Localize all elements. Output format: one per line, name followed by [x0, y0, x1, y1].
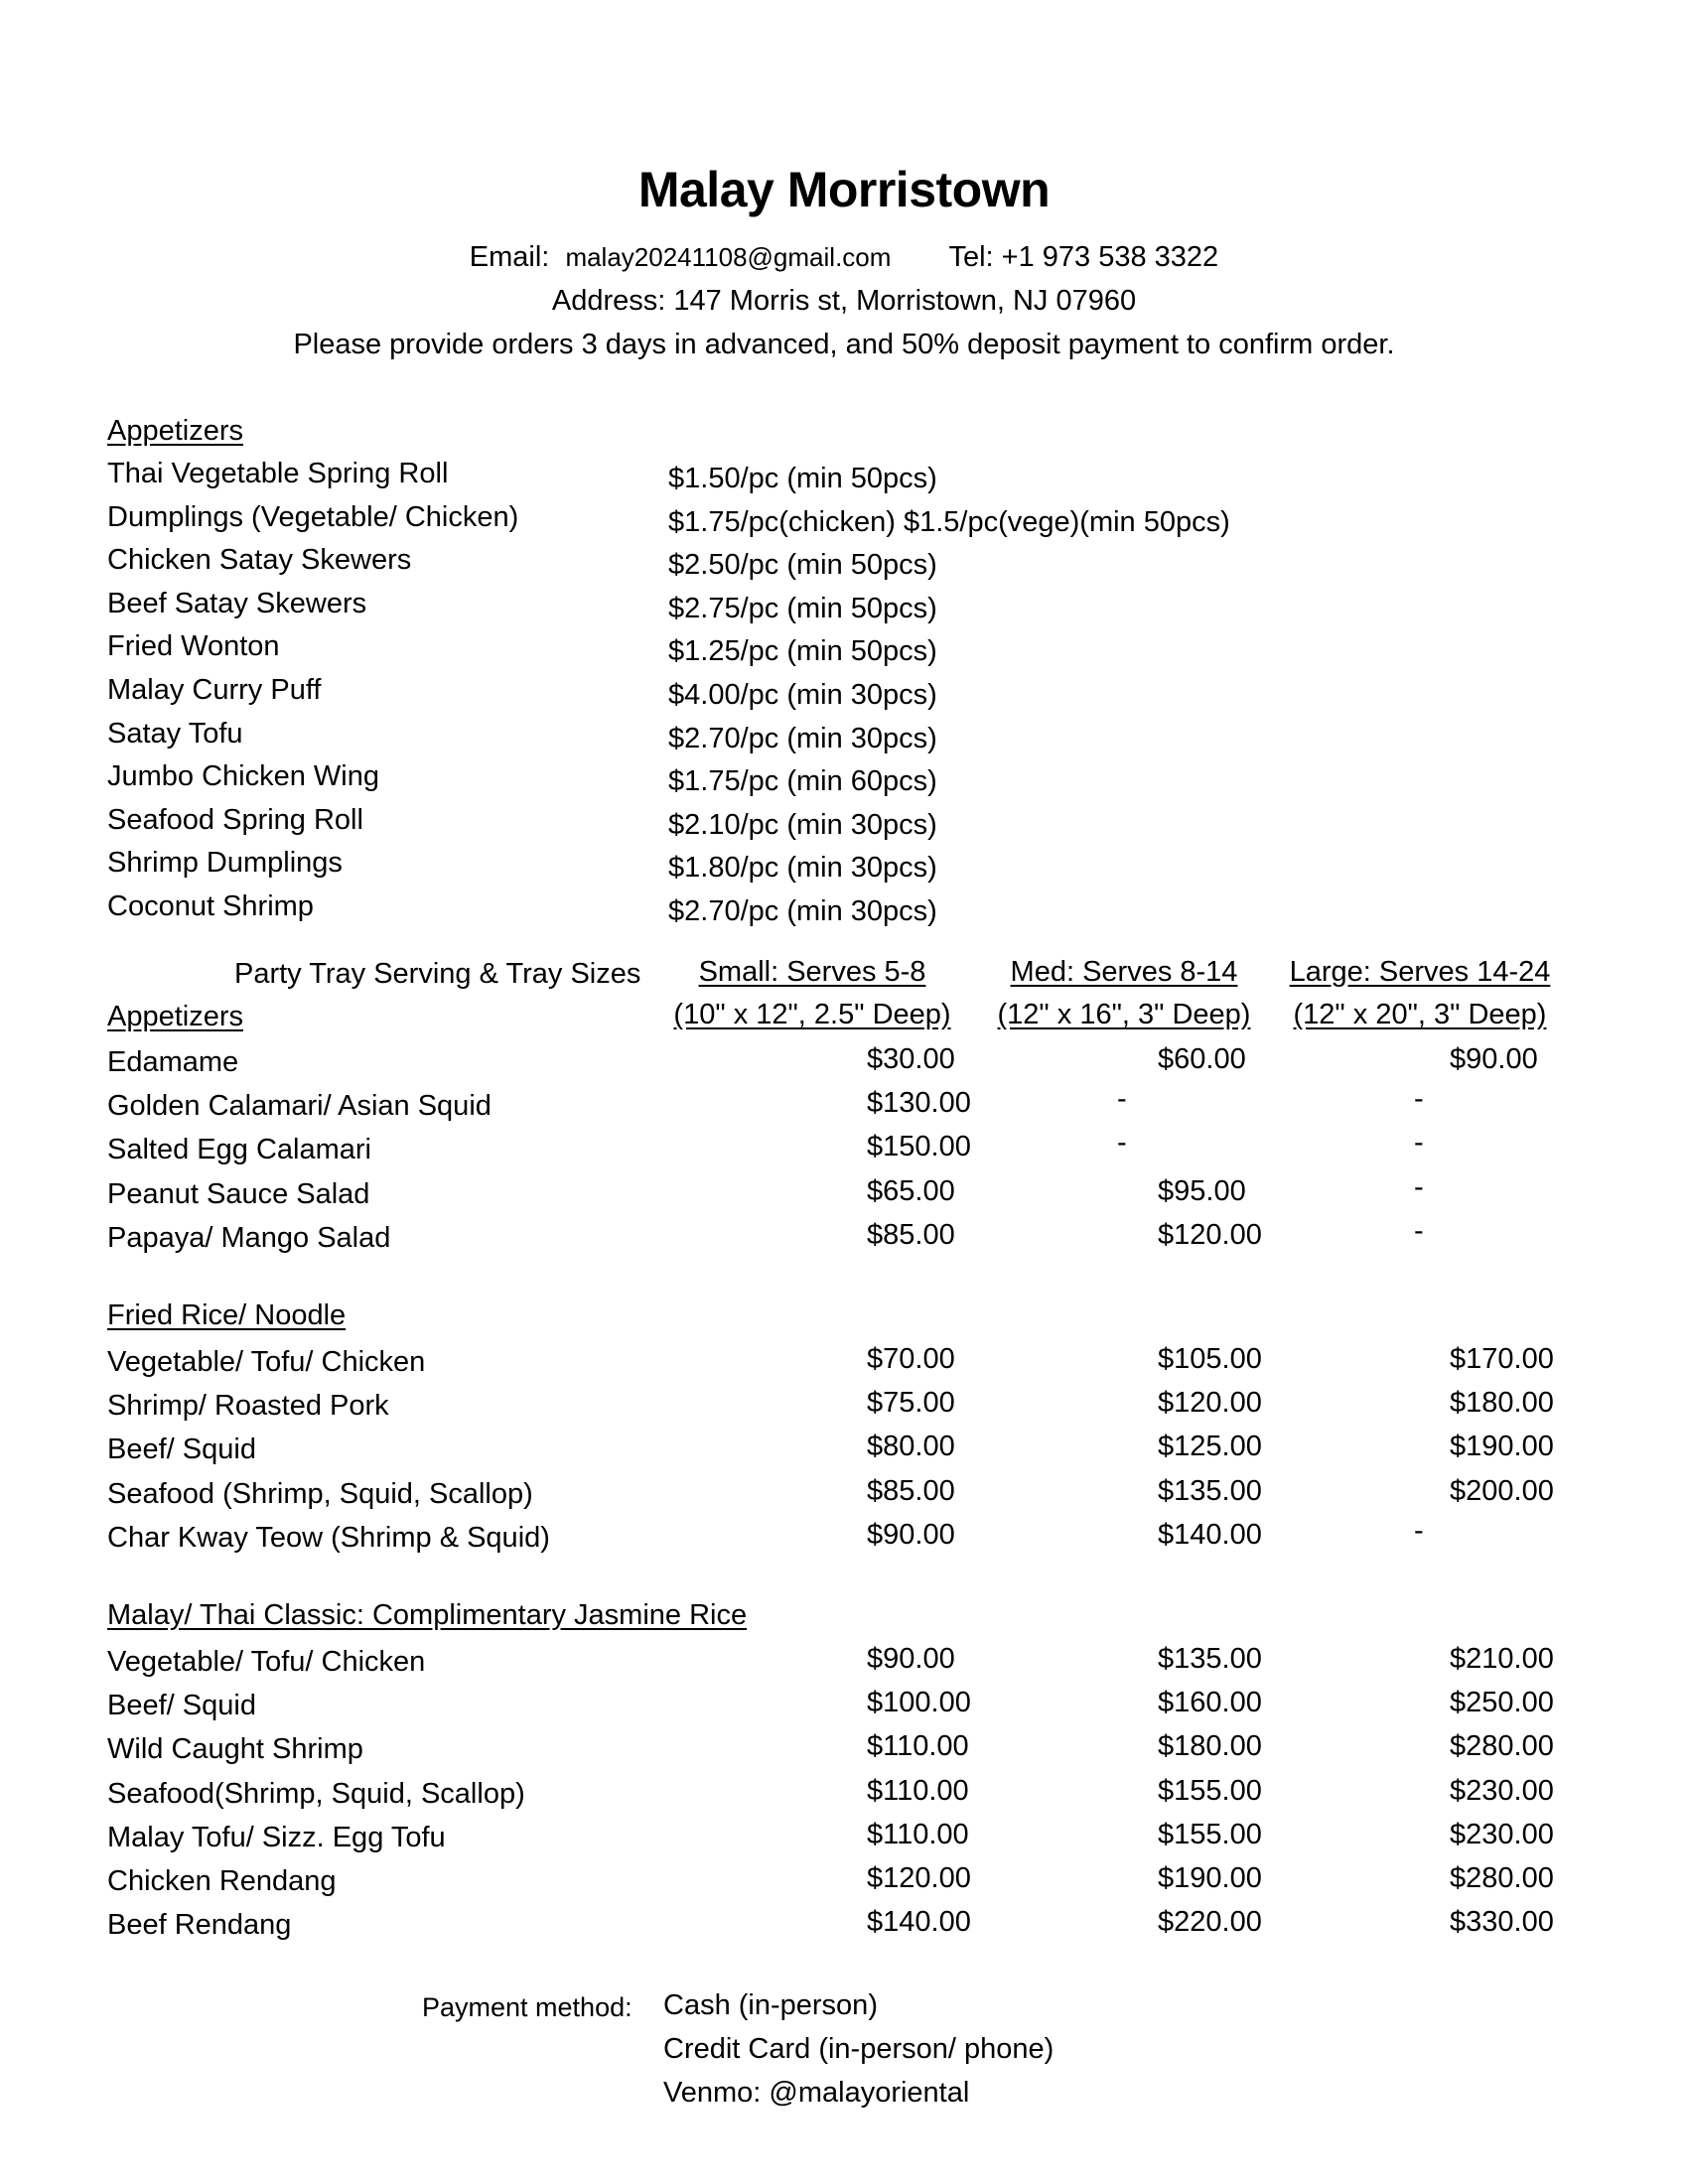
- price-large: $280.00: [1450, 1862, 1554, 1894]
- price-unavailable-med: -: [1117, 1127, 1127, 1160]
- item-price: $1.50/pc (min 50pcs): [668, 463, 937, 494]
- item-name: Dumplings (Vegetable/ Chicken): [107, 500, 519, 533]
- item-name: Jumbo Chicken Wing: [107, 760, 379, 793]
- price-med: $60.00: [1158, 1043, 1246, 1075]
- item-name: Thai Vegetable Spring Roll: [107, 458, 449, 489]
- tray-item-name: Vegetable/ Tofu/ Chicken: [107, 1646, 426, 1678]
- payment-method-cash: Cash (in-person): [663, 1989, 878, 2021]
- item-price: $1.75/pc(chicken) $1.5/pc(vege)(min 50pcs): [668, 505, 1230, 538]
- price-med: $190.00: [1158, 1862, 1262, 1894]
- price-med: $105.00: [1158, 1343, 1262, 1375]
- page-title: Malay Morristown: [637, 162, 1051, 217]
- price-med: $155.00: [1158, 1774, 1262, 1807]
- payment-label: Payment method:: [422, 1992, 633, 2022]
- price-small: $100.00: [867, 1687, 971, 1719]
- tray-title: Party Tray Serving & Tray Sizes: [234, 958, 641, 990]
- price-med: $135.00: [1158, 1643, 1262, 1675]
- price-large: $190.00: [1450, 1431, 1554, 1463]
- email-label: Email:: [469, 241, 550, 273]
- price-med: $135.00: [1158, 1474, 1262, 1507]
- order-notice: Please provide orders 3 days in advanced, and 50% deposit payment to confirm order.: [293, 329, 1395, 360]
- col-large-serves: Large: Serves 14-24: [1289, 956, 1551, 988]
- phone-number: Tel: +1 973 538 3322: [948, 241, 1219, 273]
- col-large-size: (12" x 20", 3" Deep): [1293, 999, 1547, 1030]
- section-heading: Appetizers: [107, 1001, 244, 1032]
- tray-item-name: Beef/ Squid: [107, 1433, 256, 1466]
- price-large: $200.00: [1450, 1474, 1554, 1507]
- price-small: $110.00: [867, 1818, 969, 1850]
- price-small: $65.00: [867, 1174, 955, 1207]
- col-small-serves: Small: Serves 5-8: [698, 956, 926, 988]
- tray-item-name: Beef/ Squid: [107, 1690, 256, 1722]
- item-name: Seafood Spring Roll: [107, 803, 363, 836]
- price-small: $75.00: [867, 1387, 955, 1420]
- section-heading: Malay/ Thai Classic: Complimentary Jasmine Rice: [107, 1599, 748, 1631]
- tray-item-name: Char Kway Teow (Shrimp & Squid): [107, 1521, 550, 1554]
- price-unavailable-large: -: [1414, 1127, 1424, 1160]
- price-unavailable-large: -: [1414, 1214, 1424, 1247]
- item-name: Beef Satay Skewers: [107, 587, 367, 619]
- price-small: $140.00: [867, 1906, 971, 1939]
- tray-item-name: Wild Caught Shrimp: [107, 1733, 363, 1766]
- item-price: $1.75/pc (min 60pcs): [668, 765, 937, 798]
- price-small: $70.00: [867, 1343, 955, 1375]
- item-price: $2.75/pc (min 50pcs): [668, 592, 937, 624]
- price-large: $210.00: [1450, 1643, 1554, 1675]
- payment-method-card: Credit Card (in-person/ phone): [663, 2033, 1055, 2065]
- price-small: $150.00: [867, 1131, 971, 1163]
- price-small: $90.00: [867, 1518, 955, 1551]
- item-name: Chicken Satay Skewers: [107, 544, 412, 577]
- price-med: $140.00: [1158, 1518, 1262, 1551]
- price-small: $120.00: [867, 1862, 971, 1894]
- price-small: $130.00: [867, 1087, 971, 1120]
- item-price: $2.70/pc (min 30pcs): [668, 722, 937, 754]
- tray-item-name: Chicken Rendang: [107, 1865, 337, 1897]
- item-price: $1.25/pc (min 50pcs): [668, 635, 937, 668]
- tray-item-name: Salted Egg Calamari: [107, 1134, 371, 1166]
- price-med: $155.00: [1158, 1818, 1262, 1850]
- tray-item-name: Shrimp/ Roasted Pork: [107, 1390, 389, 1423]
- price-unavailable-med: -: [1117, 1083, 1127, 1116]
- price-large: $180.00: [1450, 1387, 1554, 1420]
- price-unavailable-large: -: [1414, 1170, 1424, 1203]
- tray-item-name: Golden Calamari/ Asian Squid: [107, 1090, 492, 1123]
- price-large: $90.00: [1450, 1043, 1538, 1075]
- price-large: $170.00: [1450, 1343, 1554, 1375]
- col-small-size: (10" x 12", 2.5" Deep): [673, 999, 951, 1030]
- item-price: $2.10/pc (min 30pcs): [668, 808, 937, 841]
- item-name: Malay Curry Puff: [107, 674, 322, 706]
- col-med-serves: Med: Serves 8-14: [1010, 956, 1238, 988]
- tray-item-name: Vegetable/ Tofu/ Chicken: [107, 1346, 426, 1378]
- contact-line: [0, 241, 1688, 274]
- item-name: Coconut Shrimp: [107, 890, 314, 922]
- price-med: $180.00: [1158, 1730, 1262, 1763]
- price-small: $80.00: [867, 1431, 955, 1463]
- price-small: $90.00: [867, 1643, 955, 1675]
- item-price: $2.70/pc (min 30pcs): [668, 895, 937, 927]
- item-price: $1.80/pc (min 30pcs): [668, 852, 937, 885]
- price-large: $330.00: [1450, 1906, 1554, 1939]
- tray-item-name: Papaya/ Mango Salad: [107, 1221, 391, 1254]
- price-large: $230.00: [1450, 1818, 1554, 1850]
- price-large: $280.00: [1450, 1730, 1554, 1763]
- item-price: $2.50/pc (min 50pcs): [668, 549, 937, 582]
- col-med-size: (12" x 16", 3" Deep): [997, 999, 1251, 1030]
- price-small: $30.00: [867, 1043, 955, 1075]
- price-small: $85.00: [867, 1218, 955, 1251]
- price-small: $85.00: [867, 1474, 955, 1507]
- section-heading-appetizers: Appetizers: [107, 415, 244, 447]
- item-name: Satay Tofu: [107, 717, 243, 750]
- price-med: $120.00: [1158, 1387, 1262, 1420]
- price-unavailable-large: -: [1414, 1514, 1424, 1547]
- price-med: $125.00: [1158, 1431, 1262, 1463]
- price-med: $160.00: [1158, 1687, 1262, 1719]
- item-name: Fried Wonton: [107, 630, 280, 663]
- section-heading: Fried Rice/ Noodle: [107, 1299, 347, 1331]
- tray-item-name: Peanut Sauce Salad: [107, 1177, 370, 1210]
- price-med: $95.00: [1158, 1174, 1246, 1207]
- price-small: $110.00: [867, 1774, 969, 1807]
- tray-item-name: Malay Tofu/ Sizz. Egg Tofu: [107, 1821, 446, 1853]
- tray-item-name: Edamame: [107, 1046, 239, 1078]
- price-small: $110.00: [867, 1730, 969, 1763]
- tray-item-name: Beef Rendang: [107, 1909, 292, 1942]
- item-price: $4.00/pc (min 30pcs): [668, 679, 937, 711]
- price-med: $220.00: [1158, 1906, 1262, 1939]
- tray-item-name: Seafood(Shrimp, Squid, Scallop): [107, 1777, 525, 1810]
- item-name: Shrimp Dumplings: [107, 847, 343, 880]
- price-med: $120.00: [1158, 1218, 1262, 1251]
- payment-method-venmo: Venmo: @malayoriental: [663, 2077, 970, 2109]
- address: Address: 147 Morris st, Morristown, NJ 07960: [551, 285, 1137, 317]
- price-large: $250.00: [1450, 1687, 1554, 1719]
- email-link[interactable]: malay20241108@gmail.com: [565, 242, 892, 272]
- price-unavailable-large: -: [1414, 1083, 1424, 1116]
- tray-item-name: Seafood (Shrimp, Squid, Scallop): [107, 1477, 533, 1510]
- price-large: $230.00: [1450, 1774, 1554, 1807]
